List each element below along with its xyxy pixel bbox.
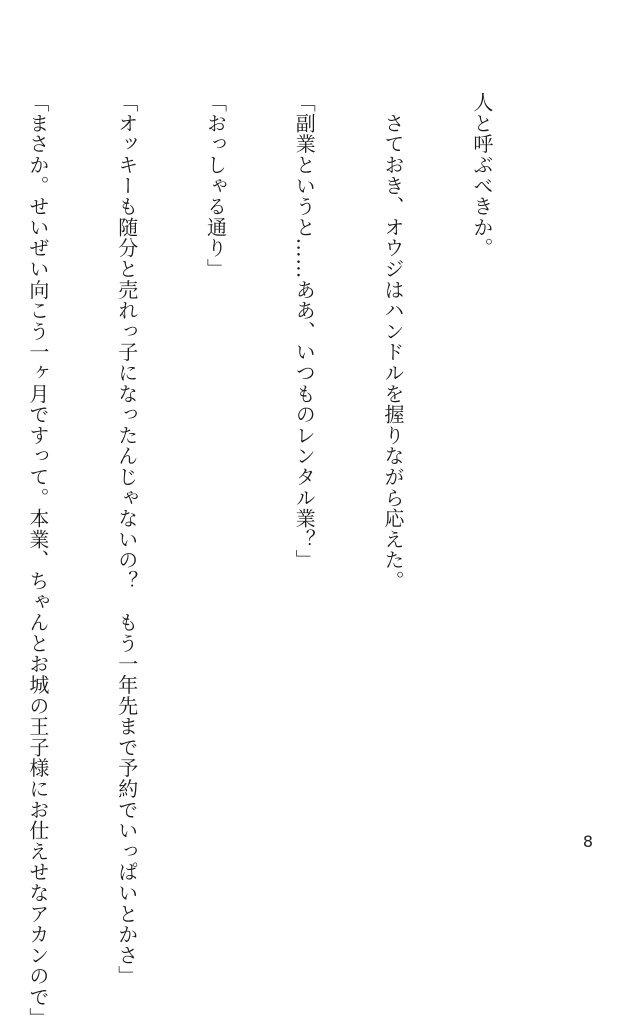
text-line: 「オッキーも随分と売れっ子になったんじゃないの？ もう一年先まで予約でいっぱいとかさ」 <box>114 92 139 987</box>
text-line: 「おっしゃる通り」 <box>203 92 228 280</box>
body-text <box>0 92 555 1028</box>
page-number: 8 <box>582 832 593 851</box>
text-line: 人と呼ぶべきか。 <box>469 92 494 259</box>
text-line: 「まさか。せいぜい向こう一ヶ月ですって。本業、ちゃんとお城の王子様にお仕えせなアカンので」 <box>25 92 50 1028</box>
text-line: さておき、オウジはハンドルを握りながら応えた。 <box>381 92 406 592</box>
text-line: 「副業というと……ああ、いつものレンタル業？」 <box>292 92 317 571</box>
